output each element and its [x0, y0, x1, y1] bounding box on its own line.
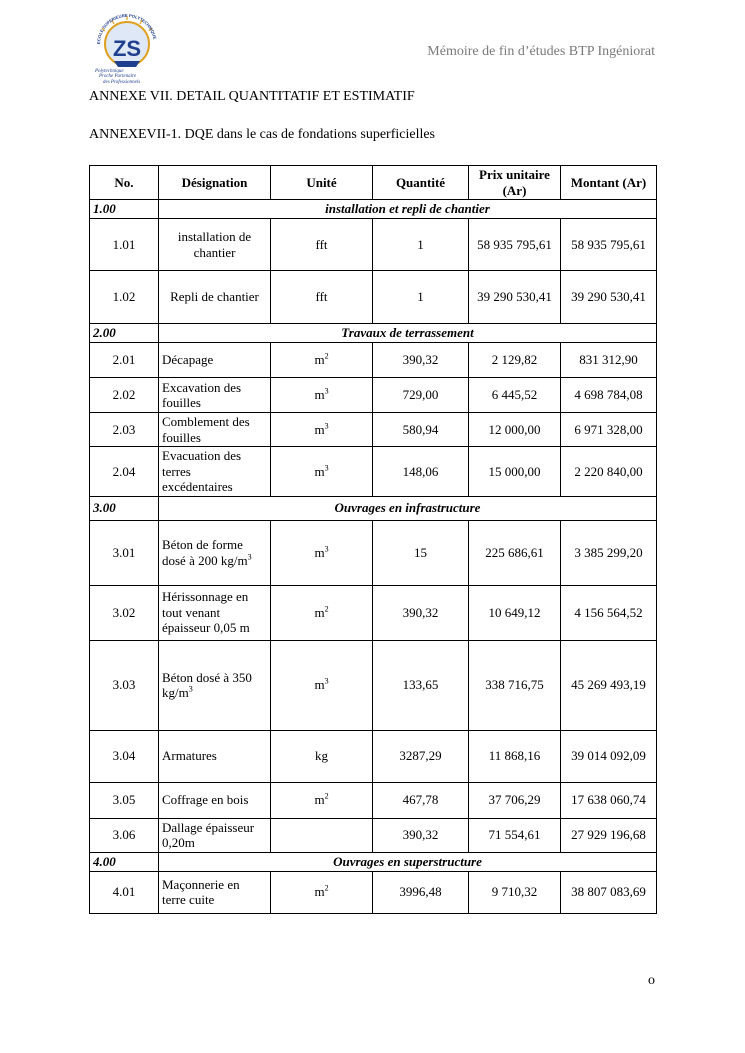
item-amount: 45 269 493,19 — [561, 640, 657, 730]
logo-tagline: Polytechnique Proche Partenaire des Professionnels — [95, 69, 141, 85]
section-row — [90, 200, 657, 219]
item-number: 3.06 — [90, 818, 159, 852]
item-unit-price: 58 935 795,61 — [469, 219, 561, 271]
item-unit: $m^3$ — [271, 378, 373, 413]
item-unit-price: 338 716,75 — [469, 640, 561, 730]
item-designation: Excavation des fouilles — [159, 378, 271, 413]
item-quantity: 390,32 — [373, 585, 469, 640]
item-unit: fft — [271, 219, 373, 271]
item-designation: installation de chantier — [159, 219, 271, 271]
item-quantity: 467,78 — [373, 782, 469, 818]
table-row — [90, 343, 657, 378]
annex-subtitle: ANNEXEVII-1. DQE dans le cas de fondations superficielles — [89, 127, 436, 142]
item-unit: $m^2$ — [271, 782, 373, 818]
item-quantity: 15 — [373, 520, 469, 585]
item-unit: $m^2$ — [271, 871, 373, 913]
header-designation: Désignation — [159, 166, 271, 200]
table-row — [90, 782, 657, 818]
item-designation: Dallage épaisseur 0,20m — [159, 818, 271, 852]
item-unit-price: 39 290 530,41 — [469, 271, 561, 324]
item-number: 3.01 — [90, 520, 159, 585]
item-designation: Comblement des fouilles — [159, 413, 271, 447]
header-quantity: Quantité — [373, 166, 469, 200]
svg-text:ZS: ZS — [112, 36, 142, 61]
item-amount: 39 290 530,41 — [561, 271, 657, 324]
item-designation: Béton de forme dosé à 200 $kg/m^3$ — [159, 520, 271, 585]
item-quantity: 1 — [373, 219, 469, 271]
header-no: No. — [90, 166, 159, 200]
item-unit-price: 6 445,52 — [469, 378, 561, 413]
item-number: 4.01 — [90, 871, 159, 913]
item-number: 3.03 — [90, 640, 159, 730]
item-amount: 4 156 564,52 — [561, 585, 657, 640]
item-unit-price: 15 000,00 — [469, 447, 561, 497]
item-number: 2.03 — [90, 413, 159, 447]
item-amount: 6 971 328,00 — [561, 413, 657, 447]
item-unit: $m^2$ — [271, 585, 373, 640]
table-row — [90, 520, 657, 585]
page-number: o — [648, 973, 655, 988]
item-quantity: 390,32 — [373, 818, 469, 852]
table-row — [90, 730, 657, 782]
item-quantity: 390,32 — [373, 343, 469, 378]
item-unit-price: 225 686,61 — [469, 520, 561, 585]
item-amount: 17 638 060,74 — [561, 782, 657, 818]
item-unit: $m^3$ — [271, 640, 373, 730]
table-row — [90, 413, 657, 447]
item-number: 2.01 — [90, 343, 159, 378]
item-quantity: 580,94 — [373, 413, 469, 447]
table-row — [90, 378, 657, 413]
table-row — [90, 447, 657, 497]
item-amount: 2 220 840,00 — [561, 447, 657, 497]
table-header-row — [90, 166, 657, 200]
item-number: 3.02 — [90, 585, 159, 640]
item-quantity: 729,00 — [373, 378, 469, 413]
item-unit-price: 2 129,82 — [469, 343, 561, 378]
item-number: 1.01 — [90, 219, 159, 271]
section-title: Ouvrages en superstructure — [159, 852, 657, 871]
item-amount: 27 929 196,68 — [561, 818, 657, 852]
table-row — [90, 871, 657, 913]
item-designation: Maçonnerie en terre cuite — [159, 871, 271, 913]
item-unit-price: 11 868,16 — [469, 730, 561, 782]
item-quantity: 148,06 — [373, 447, 469, 497]
section-row — [90, 852, 657, 871]
item-quantity: 1 — [373, 271, 469, 324]
item-amount: 3 385 299,20 — [561, 520, 657, 585]
item-unit: kg — [271, 730, 373, 782]
item-quantity: 133,65 — [373, 640, 469, 730]
item-quantity: 3287,29 — [373, 730, 469, 782]
annex-title: ANNEXE VII. DETAIL QUANTITATIF ET ESTIMATIF — [89, 89, 415, 104]
item-amount: 831 312,90 — [561, 343, 657, 378]
item-number: 2.02 — [90, 378, 159, 413]
section-row — [90, 496, 657, 520]
logo-emblem-icon — [92, 14, 162, 72]
item-amount: 4 698 784,08 — [561, 378, 657, 413]
item-unit-price: 12 000,00 — [469, 413, 561, 447]
item-unit: $m^3$ — [271, 520, 373, 585]
section-number: 2.00 — [90, 324, 159, 343]
section-number: 1.00 — [90, 200, 159, 219]
table-row — [90, 219, 657, 271]
item-unit-price: 10 649,12 — [469, 585, 561, 640]
header-unit: Unité — [271, 166, 373, 200]
item-designation: Décapage — [159, 343, 271, 378]
running-header: Mémoire de fin d’études BTP Ingéniorat — [427, 44, 655, 59]
table-row — [90, 640, 657, 730]
section-title: installation et repli de chantier — [159, 200, 657, 219]
item-designation: Repli de chantier — [159, 271, 271, 324]
item-unit-price: 37 706,29 — [469, 782, 561, 818]
item-unit-price: 71 554,61 — [469, 818, 561, 852]
item-designation: Béton dosé à 350 $kg/m^3$ — [159, 640, 271, 730]
section-title: Ouvrages en infrastructure — [159, 496, 657, 520]
section-number: 3.00 — [90, 496, 159, 520]
item-unit: $m^2$ — [271, 343, 373, 378]
table-row — [90, 271, 657, 324]
item-number: 3.05 — [90, 782, 159, 818]
item-amount: 39 014 092,09 — [561, 730, 657, 782]
item-quantity: 3996,48 — [373, 871, 469, 913]
svg-text:ECOLE SUPERIEURE POLYTECHNIQUE: ECOLE SUPERIEURE POLYTECHNIQUE — [95, 14, 158, 45]
section-title: Travaux de terrassement — [159, 324, 657, 343]
table-body — [90, 200, 657, 914]
item-number: 1.02 — [90, 271, 159, 324]
item-designation: Coffrage en bois — [159, 782, 271, 818]
section-number: 4.00 — [90, 852, 159, 871]
item-designation: Hérissonnage en tout venant épaisseur 0,05 m — [159, 585, 271, 640]
item-unit: $m^3$ — [271, 447, 373, 497]
section-row — [90, 324, 657, 343]
item-designation: Armatures — [159, 730, 271, 782]
dqe-table — [89, 165, 657, 914]
table-row — [90, 585, 657, 640]
item-number: 2.04 — [90, 447, 159, 497]
item-unit: fft — [271, 271, 373, 324]
item-amount: 38 807 083,69 — [561, 871, 657, 913]
header-amount: Montant (Ar) — [561, 166, 657, 200]
item-unit-price: 9 710,32 — [469, 871, 561, 913]
header-unit-price: Prix unitaire (Ar) — [469, 166, 561, 200]
item-unit: $m^3$ — [271, 413, 373, 447]
table-row — [90, 818, 657, 852]
item-unit — [271, 818, 373, 852]
item-designation: Evacuation des terres excédentaires — [159, 447, 271, 497]
item-number: 3.04 — [90, 730, 159, 782]
item-amount: 58 935 795,61 — [561, 219, 657, 271]
